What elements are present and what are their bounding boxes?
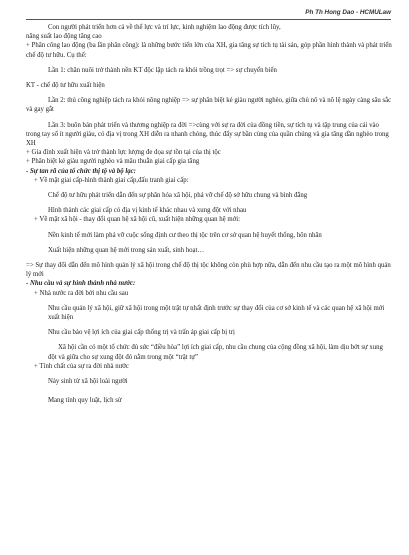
paragraph: Chế độ tư hữu phát triển dẫn đến sự phân hóa xã hội, phá vỡ chế độ sở hữu chung và bình đẳng (48, 192, 308, 200)
bullet-item: + Gia đình xuất hiện và trở thành lực lượng đe dọa sự tồn tại của thị tộc (26, 149, 221, 157)
paragraph: Lần 2: thủ công nghiệp tách ra khỏi nông nghiệp => sự phân biệt kẻ giàu người nghèo, giữa chủ nô và nô lệ ngày càng sâu sắc và gay gắt (26, 97, 392, 114)
paragraph: Nhu cầu quản lý xã hội, giữ xã hội trong một trật tự nhất định trước sự thay đổi của cơ sở kinh tế và các quan hệ xã hội mới xuất hiện (48, 304, 385, 322)
paragraph: năng suất lao động tăng cao (26, 33, 102, 41)
paragraph: Nền kinh tế mới làm phá vỡ cuộc sống định cư theo thị tộc trên cơ sở quan hệ huyết thống, hôn nhân (48, 231, 322, 239)
paragraph: Nhu cầu bảo vệ lợi ích của giai cấp thống trị và trấn áp giai cấp bị trị (48, 329, 235, 337)
bullet-item: + Phân biệt kẻ giàu người nghèo và mâu thuẫn giai cấp gia tăng (26, 158, 200, 166)
document-body (26, 23, 392, 406)
bullet-item: + Về mặt xã hội - thay đổi quan hệ xã hội cũ, xuất hiện những quan hệ mới: (34, 216, 240, 224)
paragraph: Xã hội cần có một tổ chức đủ sức “điều hòa” lợi ích giai cấp, nhu cầu chung của cộng đồng xã hội, làm dịu bớt sự xung đột và giữa cho sự xung đột đó nằm trong một “trật tự” (48, 344, 383, 361)
bullet-item: + Nhà nước ra đời bởi nhu cầu sau (34, 289, 129, 297)
section-heading: - Sự tan rã của tổ chức thị tộ và bộ lạc: (26, 167, 136, 175)
paragraph: Lần 3: buôn bán phát triển và thương nghiệp ra đời =>cùng với sự ra đời của đồng tiền, sự tích tụ và tập trung của cải vào trong tay số ít người giàu, có địa vị trong XH diễn ra nhanh chóng, thúc đẩy sự bần cùng của quần chúng và gia tăng dần nghèo trong XH (26, 121, 389, 148)
paragraph: Con người phát triển hơn cả về thể lực và trí lực, kinh nghiệm lao động được tích lũy, (48, 24, 281, 31)
paragraph: Mang tính quy luật, lịch sử (48, 397, 122, 405)
bullet-item: + Phân công lao động (ba lần phân công): là những bước tiến lớn của XH, gia tăng sự tích tụ tài sản, góp phần hình thành và phát triển chế độ tư hữu. Cụ thể: (26, 42, 392, 59)
page-header-author: Ph Th Hong Dao - HCMULaw (305, 9, 391, 16)
paragraph: Xuất hiện những quan hệ mới trong sản xuất, sinh hoạt… (48, 246, 205, 254)
paragraph: Nảy sinh từ xã hội loài người (48, 378, 128, 386)
paragraph: Hình thành các giai cấp có địa vị kinh tế khác nhau và xung đột với nhau (48, 207, 247, 215)
bullet-item: + Về mặt giai cấp-hình thành giai cấp,đấu tranh giai cấp: (34, 176, 189, 184)
paragraph: => Sự thay đổi dẫn đến mô hình quản lý xã hội trong chế độ thị tộc không còn phù hợp nữa, dẫn đến nhu cầu tạo ra một mô hình quản lý mới (26, 262, 391, 279)
section-heading: - Nhu cầu và sự hình thành nhà nước: (26, 280, 136, 288)
bullet-item: + Tính chất của sự ra đời nhà nước (34, 362, 129, 370)
paragraph: KT - chế độ tư hữu xuất hiện (26, 82, 105, 90)
header-rule (26, 19, 391, 20)
paragraph: Lần 1: chăn nuôi trở thành nền KT độc lập tách ra khỏi trồng trọt => sự chuyển biến (48, 66, 277, 74)
